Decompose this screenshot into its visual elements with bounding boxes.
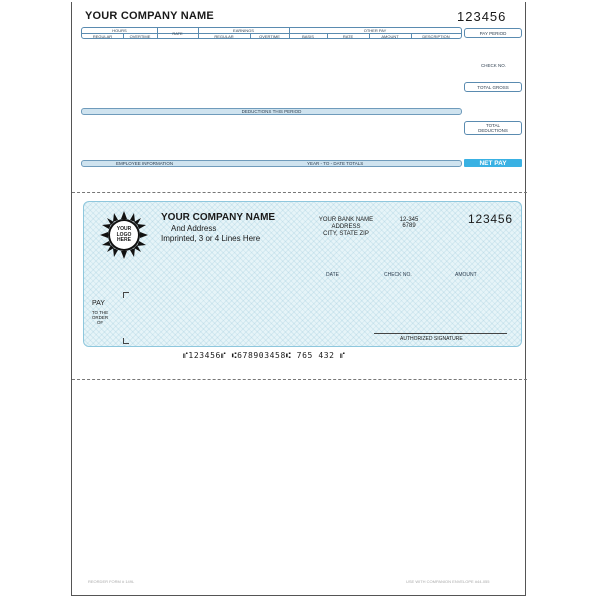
employee-ytd-bar	[81, 160, 462, 167]
authorized-signature-label: AUTHORIZED SIGNATURE	[400, 336, 463, 342]
pay-label: PAY	[92, 300, 105, 307]
earnings-overtime-label: OVERTIME	[259, 33, 280, 39]
window-corner-bottom	[123, 338, 129, 344]
perforation-line-bottom	[72, 379, 527, 380]
hours-label: HOURS	[112, 28, 127, 33]
window-corner-top	[123, 292, 129, 298]
check-form-page	[71, 2, 526, 596]
description-label: DESCRIPTION	[422, 33, 450, 39]
hours-regular-label: REGULAR	[92, 33, 113, 39]
stub-company-name: YOUR COMPANY NAME	[85, 10, 214, 22]
micr-line: ⑈123456⑈ ⑆678903458⑆ 765 432 ⑈	[183, 351, 346, 360]
rate-label: RATE	[172, 31, 183, 36]
check-company-name: YOUR COMPANY NAME	[161, 212, 276, 223]
earnings-header-table	[81, 27, 462, 39]
check-address-line2: Imprinted, 3 or 4 Lines Here	[161, 234, 261, 243]
earnings-label: EARNINGS	[233, 28, 254, 33]
perforation-line	[72, 192, 527, 193]
bank-name: YOUR BANK NAME	[318, 217, 374, 223]
deductions-bar	[81, 108, 462, 115]
to-the-order-of-label: TO THE ORDER OF	[91, 310, 109, 325]
stub-check-number: 123456	[457, 9, 507, 24]
routing-bottom: 6789	[402, 223, 416, 229]
routing-top: 12-345	[399, 217, 419, 223]
other-rate-label: RATE	[342, 33, 354, 39]
amount-field-label: AMOUNT	[455, 272, 477, 278]
pay-period-box: PAY PERIOD	[464, 28, 522, 38]
logo-text: YOUR LOGO HERE	[116, 226, 132, 243]
check-number: 123456	[468, 212, 513, 226]
basis-label: BASIS	[302, 33, 314, 39]
ytd-totals-label: YEAR - TO - DATE TOTALS	[307, 161, 364, 166]
bank-address: ADDRESS	[331, 224, 361, 230]
net-pay-box: NET PAY	[464, 159, 522, 167]
total-deductions-box: TOTAL DEDUCTIONS	[464, 121, 522, 135]
check-body	[83, 201, 522, 347]
amount-label: AMOUNT	[381, 33, 399, 39]
companion-envelope-text: USE WITH COMPANION ENVELOPE #44-055	[406, 579, 490, 584]
deductions-label: DEDUCTIONS THIS PERIOD	[241, 109, 302, 114]
total-gross-box: TOTAL GROSS	[464, 82, 522, 92]
bank-city: CITY, STATE ZIP	[323, 231, 369, 237]
date-label: DATE	[326, 272, 339, 278]
check-no-field-label: CHECK NO.	[384, 272, 412, 278]
employee-information-label: EMPLOYEE INFORMATION	[116, 161, 174, 166]
other-pay-label: OTHER PAY	[363, 28, 387, 33]
earnings-regular-label: REGULAR	[214, 33, 234, 39]
check-address-line1: And Address	[171, 224, 217, 233]
check-no-label: CHECK NO.	[481, 63, 507, 68]
reorder-form-text: REORDER FORM # 149L	[88, 579, 135, 584]
logo-sun-icon	[100, 211, 148, 259]
hours-overtime-label: OVERTIME	[129, 33, 151, 39]
signature-line	[374, 333, 507, 334]
